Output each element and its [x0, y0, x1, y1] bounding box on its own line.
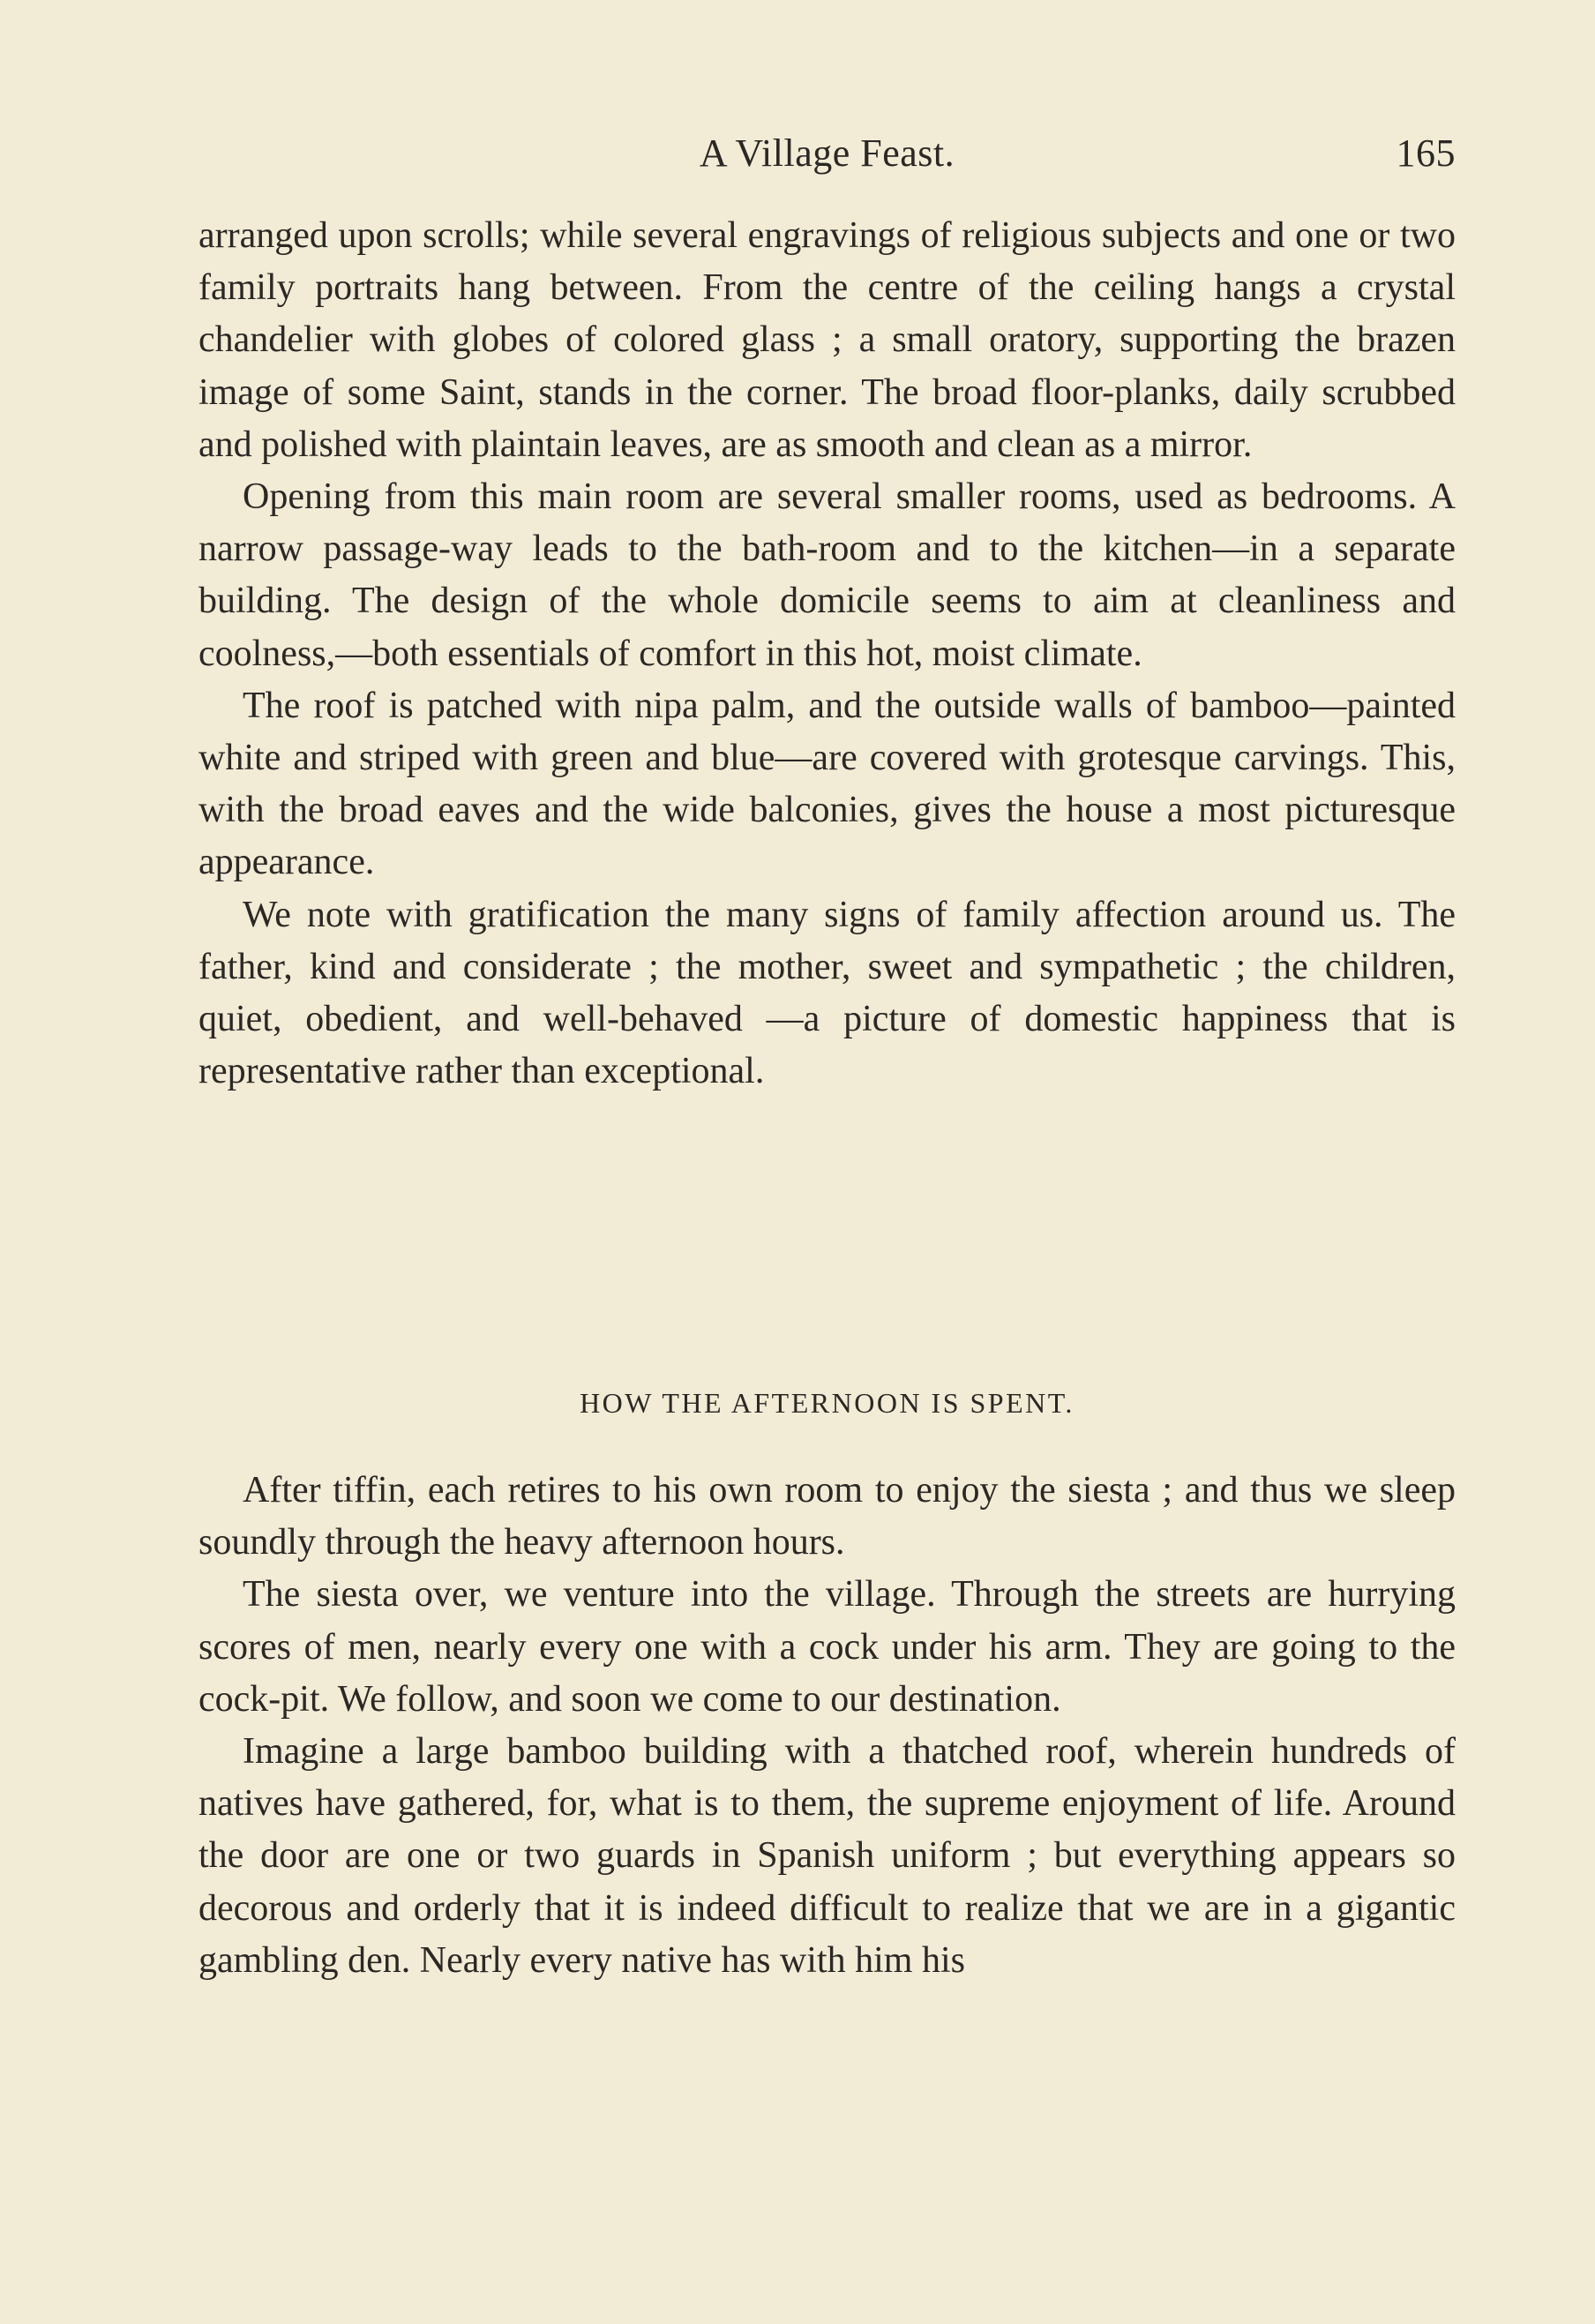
page-number: 165: [1396, 131, 1456, 175]
paragraph: Imagine a large bamboo building with a thatched roof, wherein hundreds of natives have gathered, for, what is to them, the supreme enjoyment of life. Around the door are one or two guards in Spanish uniform ; but everything appears so decorous and orderly that it is indeed difficult to realize that we are in a gigantic gambling den. Nearly every native has with him his: [198, 1731, 1456, 1981]
body-text-section: [198, 1465, 1456, 1987]
paragraph: The siesta over, we venture into the village. Through the streets are hurrying scores of men, nearly every one with a cock under his arm. They are going to the cock-pit. We follow, and soon we come to our destination.: [198, 1574, 1456, 1720]
paragraph: Opening from this main room are several smaller rooms, used as bedrooms. A narrow passage-way leads to the bath-room and to the kitchen—in a separate building. The design of the whole domicile seems to aim at cleanliness and coolness,—both essentials of comfort in this hot, moist climate.: [198, 476, 1456, 674]
paragraph: The roof is patched with nipa palm, and the outside walls of bamboo—painted white and striped with green and blue—are covered with grotesque carvings. This, with the broad eaves and the wide balconies, gives the house a most picturesque appearance.: [198, 685, 1456, 883]
running-title: A Village Feast.: [699, 131, 955, 175]
section-heading: HOW THE AFTERNOON IS SPENT.: [580, 1387, 1075, 1419]
paragraph: After tiffin, each retires to his own room to enjoy the siesta ; and thus we sleep soundly through the heavy afternoon hours.: [198, 1470, 1456, 1563]
body-text-top: [198, 210, 1456, 1098]
paragraph: We note with gratification the many signs of family affection around us. The father, kind and considerate ; the mother, sweet and sympathetic ; the children, quiet, obedient, and well-behaved —a picture of domestic happiness that is representative rather than exceptional.: [198, 894, 1456, 1092]
paragraph: arranged upon scrolls; while several engravings of religious subjects and one or two family portraits hang between. From the centre of the ceiling hangs a crystal chandelier with globes of colored glass ; a small oratory, supporting the brazen image of some Saint, stands in the corner. The broad floor-planks, daily scrubbed and polished with plaintain leaves, are as smooth and clean as a mirror.: [198, 215, 1456, 465]
page-header: [198, 131, 1456, 192]
